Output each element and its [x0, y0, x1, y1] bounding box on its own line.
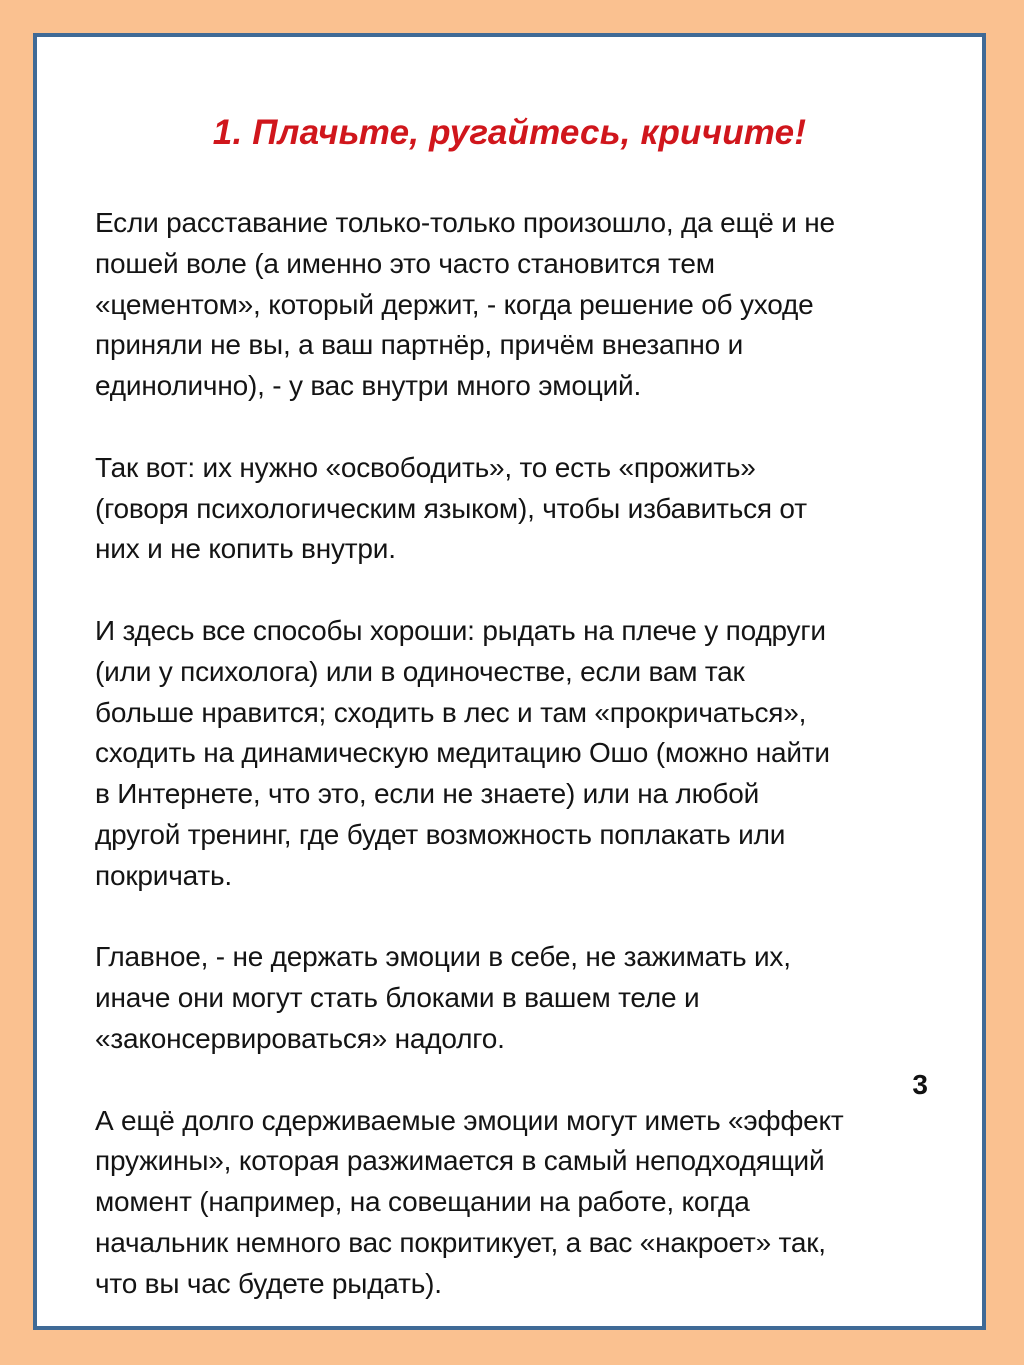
paragraph-2: Так вот: их нужно «освободить», то есть «прожить» (говоря психологическим языком), чтобы избавиться от них и не копить внутри.: [95, 451, 807, 565]
paragraph-5: А ещё долго сдерживаемые эмоции могут иметь «эффект пружины», которая разжимается в самый неподходящий момент (например, на совещании на работе, когда начальник немного вас покритикует, а вас «накроет» так, что вы час будете рыдать).: [95, 1104, 844, 1299]
paragraph-4: Главное, - не держать эмоции в себе, не зажимать их, иначе они могут стать блоками в вашем теле и «законсервироваться» надолго.: [95, 941, 791, 1054]
paragraph-1: Если расставание только-только произошло, да ещё и не пошей воле (а именно это часто становится тем «цементом», который держит, - когда решение об уходе приняли не вы, а ваш партнёр, причём внезапно и единолично), - у вас внутри много эмоций.: [95, 207, 835, 402]
page-frame: [33, 33, 986, 1330]
body-text: [95, 203, 955, 1305]
page-title: 1. Плачьте, ругайтесь, кричите!: [212, 113, 807, 152]
paragraph-3: И здесь все способы хороши: рыдать на плече у подруги (или у психолога) или в одиночестве, если вам так больше нравится; сходить в лес и там «прокричаться», сходить на динамическую медитацию Ошо (можно найти в Интернете, что это, если не знаете) или на любой другой тренинг, где будет возможность поплакать или покричать.: [95, 614, 830, 891]
page-number: 3: [912, 1069, 928, 1100]
